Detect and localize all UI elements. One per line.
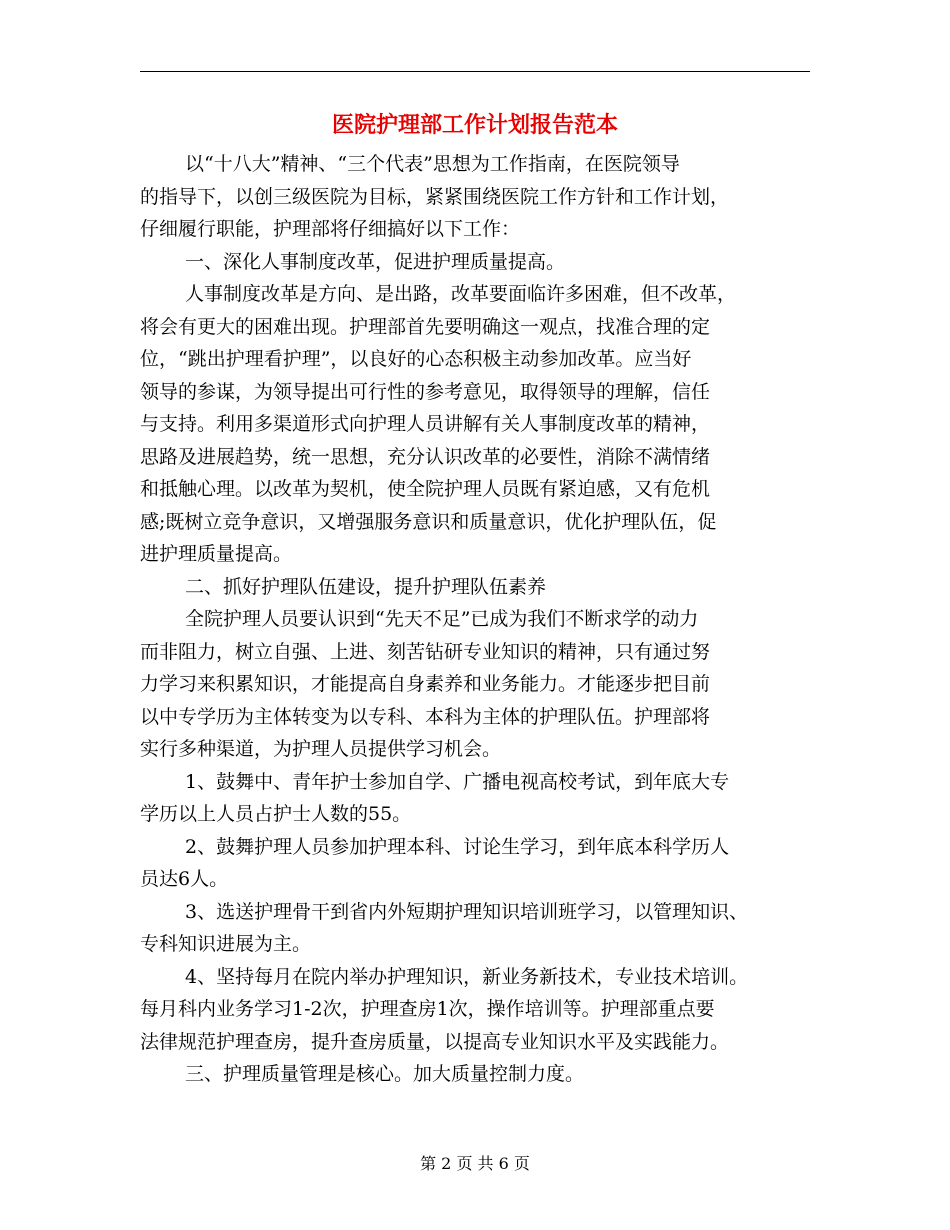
text-line: 4、坚持每月在院内举办护理知识，新业务新技术，专业技术培训。 — [185, 965, 749, 988]
text-line: 3、选送护理骨干到省内外短期护理知识培训班学习，以管理知识、 — [185, 900, 749, 923]
text-line: 力学习来积累知识，才能提高自身素养和业务能力。才能逐步把目前 — [140, 673, 711, 695]
text-line: 的指导下，以创三级医院为目标，紧紧围绕医院工作方针和工作计划， — [140, 185, 730, 208]
text-line: 每月科内业务学习1-2次，护理查房1次，操作培训等。护理部重点要 — [140, 998, 715, 1020]
text-line: 二、抓好护理队伍建设，提升护理队伍素养 — [185, 575, 547, 598]
text-line: 以中专学历为主体转变为以专科、本科为主体的护理队伍。护理部将 — [140, 705, 711, 728]
text-line: 领导的参谋，为领导提出可行性的参考意见，取得领导的理解，信任 — [140, 380, 711, 403]
text-line: 实行多种渠道，为护理人员提供学习机会。 — [140, 738, 502, 760]
text-line: 员达6人。 — [140, 868, 229, 890]
document-body — [140, 148, 812, 1091]
text-line: 人事制度改革是方向、是出路，改革要面临许多困难，但不改革， — [185, 283, 737, 305]
text-line: 专科知识进展为主。 — [140, 933, 312, 955]
text-line: 和抵触心理。以改革为契机，使全院护理人员既有紧迫感，又有危机 — [140, 478, 711, 500]
text-line: 感;既树立竞争意识，又增强服务意识和质量意识，优化护理队伍，促 — [140, 510, 717, 533]
text-line: 思路及进展趋势，统一思想，充分认识改革的必要性，消除不满情绪 — [140, 445, 711, 468]
header-rule — [140, 71, 810, 72]
text-line: 一、深化人事制度改革，促进护理质量提高。 — [185, 250, 566, 273]
text-line: 位，“跳出护理看护理”，以良好的心态积极主动参加改革。应当好 — [140, 348, 692, 370]
text-line: 2、鼓舞护理人员参加护理本科、讨论生学习，到年底本科学历人 — [185, 835, 730, 858]
text-line: 法律规范护理查房，提升查房质量，以提高专业知识水平及实践能力。 — [140, 1030, 730, 1053]
text-line: 与支持。利用多渠道形式向护理人员讲解有关人事制度改革的精神， — [140, 413, 711, 435]
text-line: 全院护理人员要认识到“先天不足”已成为我们不断求学的动力 — [185, 608, 699, 630]
text-line: 仔细履行职能，护理部将仔细搞好以下工作： — [140, 218, 521, 240]
text-line: 进护理质量提高。 — [140, 543, 293, 565]
text-line: 1、鼓舞中、青年护士参加自学、广播电视高校考试，到年底大专 — [185, 770, 730, 793]
text-line: 将会有更大的困难出现。护理部首先要明确这一观点，找准合理的定 — [140, 315, 711, 338]
text-line: 学历以上人员占护士人数的55。 — [140, 803, 412, 825]
text-line: 而非阻力，树立自强、上进、刻苦钻研专业知识的精神，只有通过努 — [140, 640, 711, 663]
text-line: 三、护理质量管理是核心。加大质量控制力度。 — [185, 1063, 585, 1085]
text-line: 以“十八大”精神、“三个代表”思想为工作指南，在医院领导 — [185, 153, 680, 175]
document-title: 医院护理部工作计划报告范本 — [331, 112, 618, 138]
page-number-footer: 第 2 页 共 6 页 — [420, 1154, 530, 1173]
